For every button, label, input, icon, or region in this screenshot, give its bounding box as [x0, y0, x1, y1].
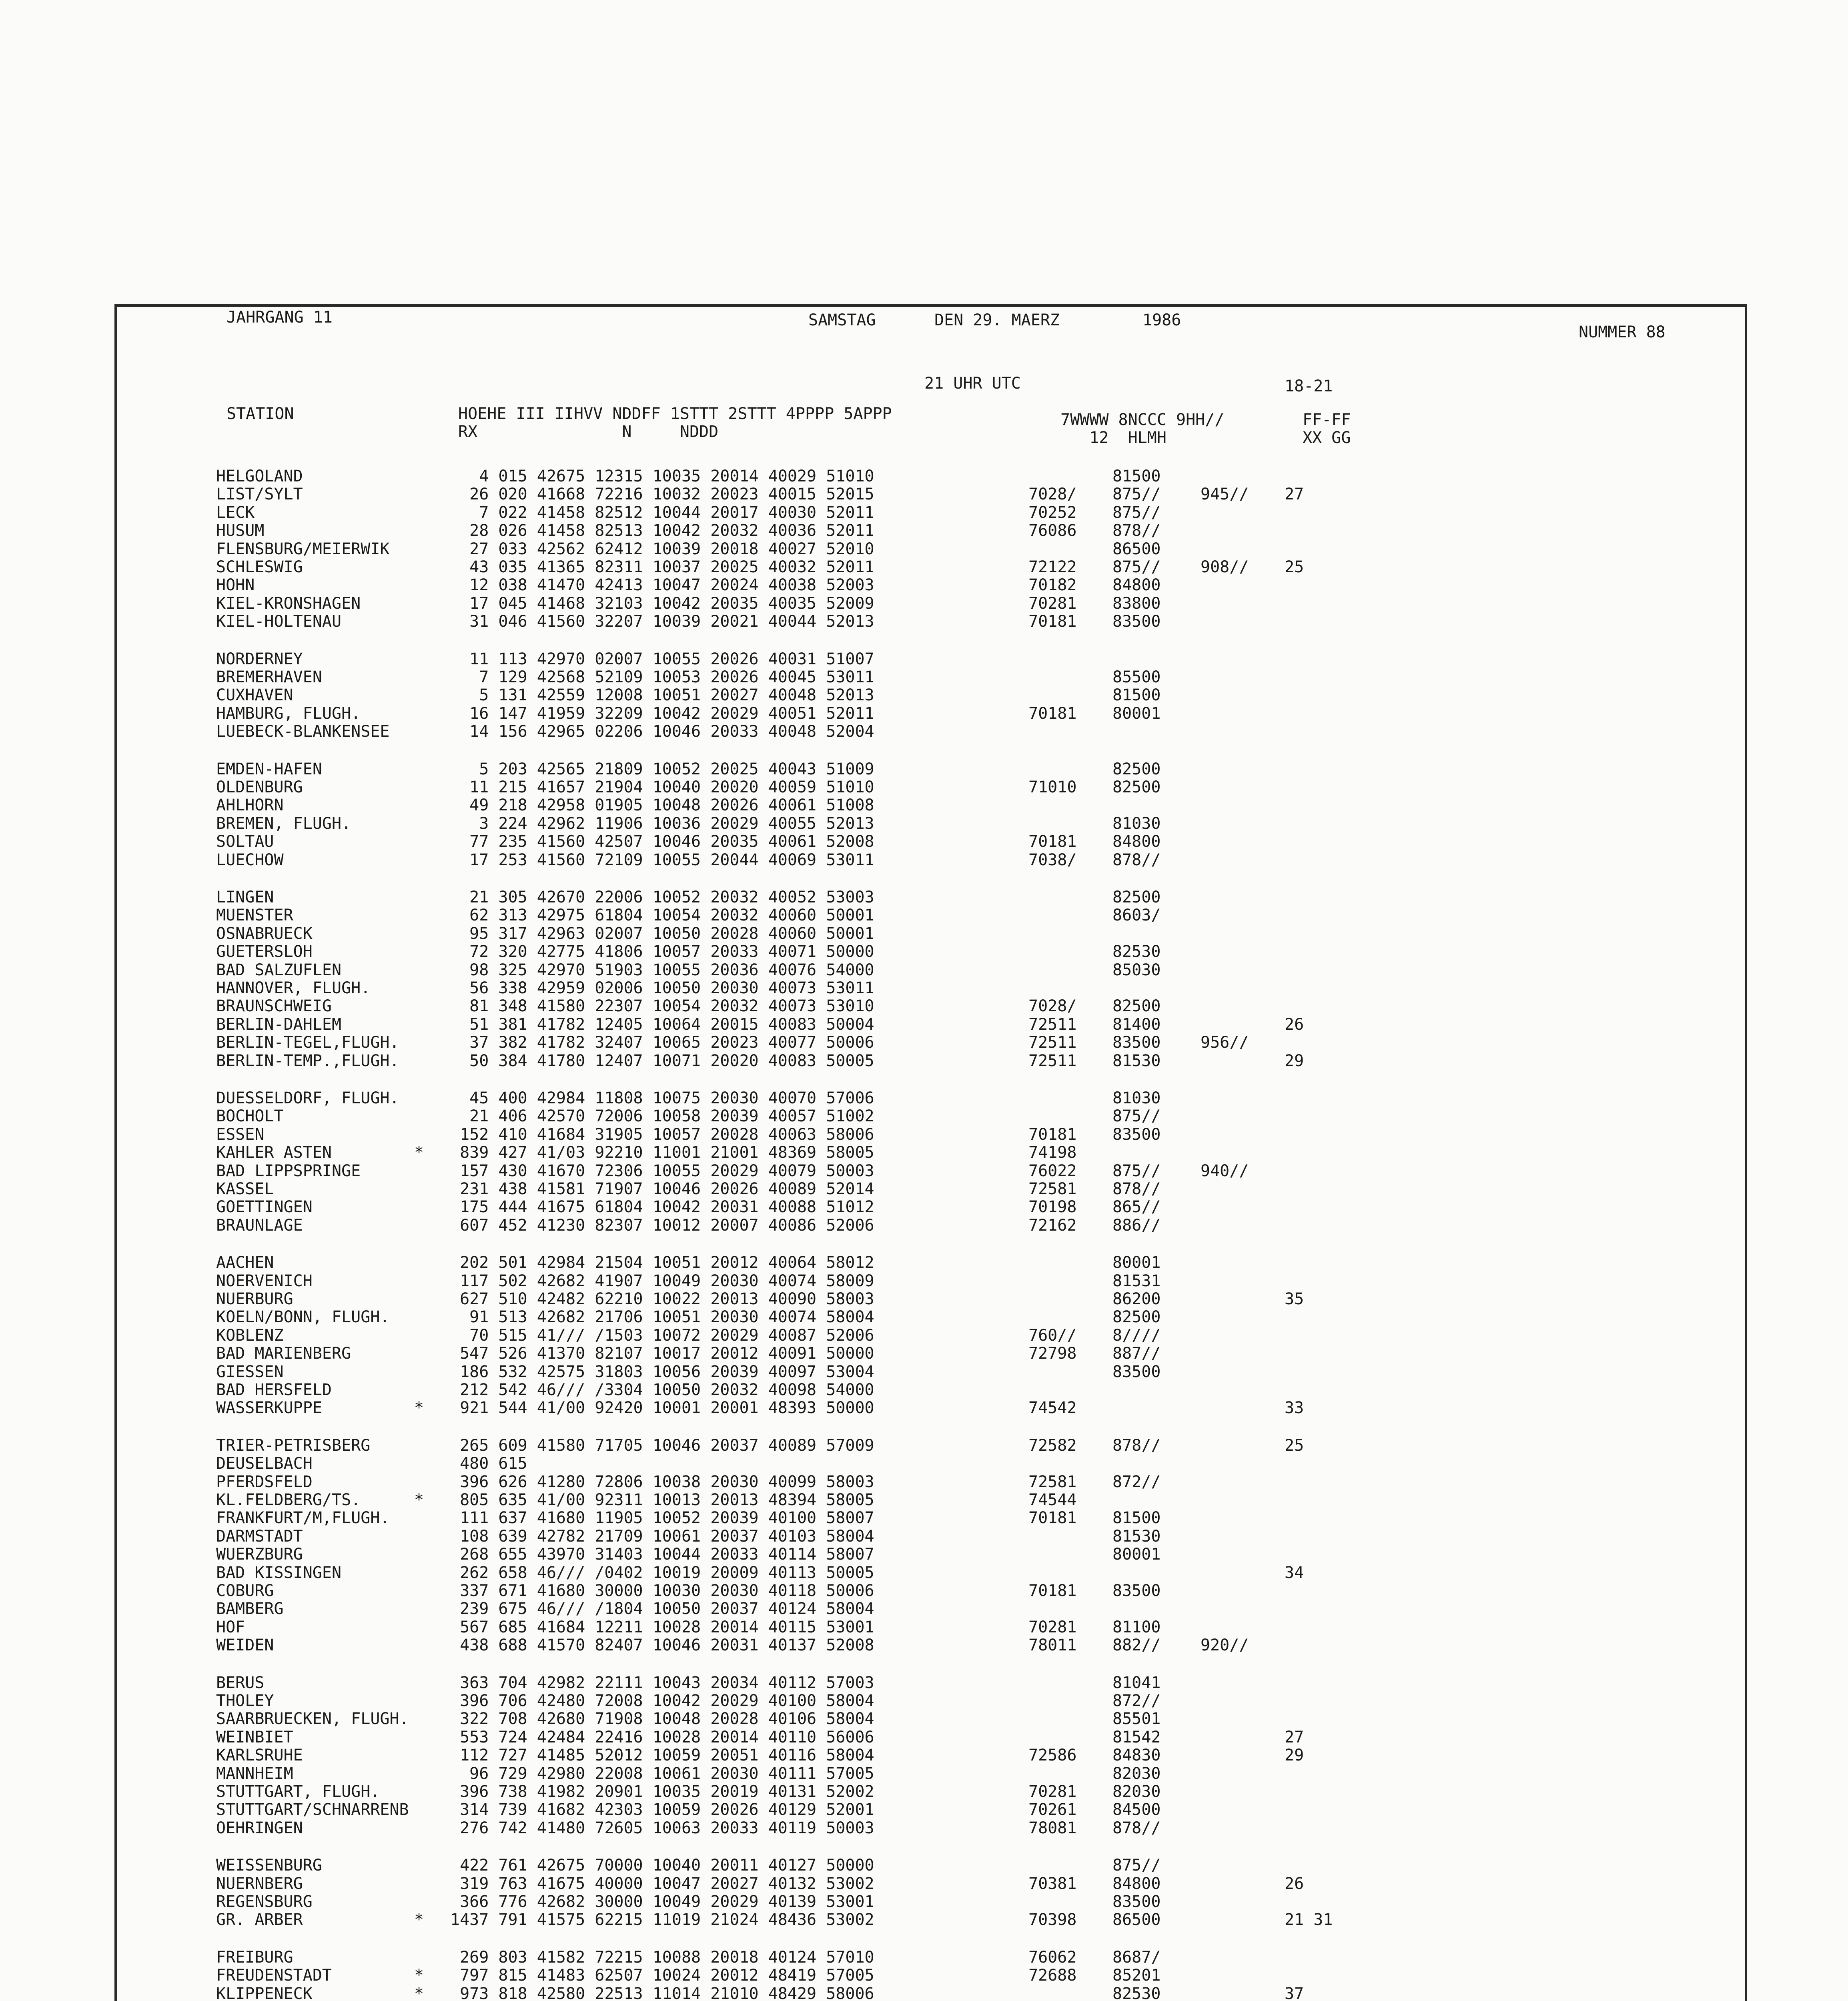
cloud-group: 83500 [1112, 1582, 1161, 1600]
cloud-group: 875// [1112, 485, 1161, 504]
ff-column-header-2: XX GG [1303, 429, 1351, 447]
mountain-station-marker: * [414, 1491, 424, 1509]
observation-groups: 797 815 41483 62507 10024 20012 48419 57005 [450, 1966, 874, 1985]
weather-group: 72688 [1028, 1966, 1077, 1985]
weather-group: 70381 [1028, 1874, 1077, 1893]
cloud-group: 81100 [1112, 1618, 1161, 1636]
ff-column-header-1: FF-FF [1303, 411, 1351, 429]
weather-group: 72586 [1028, 1746, 1077, 1765]
weather-group: 72511 [1028, 1015, 1077, 1034]
observation-groups: 14 156 42965 02206 10046 20033 40048 52004 [450, 722, 874, 741]
weather-group: 72511 [1028, 1033, 1077, 1052]
cloud-group: 8687/ [1112, 1948, 1161, 1967]
cloud-group: 84800 [1112, 1874, 1161, 1893]
cloud-group: 80001 [1112, 1253, 1161, 1272]
cloud-group: 82030 [1112, 1764, 1161, 1783]
weather-group: 70198 [1028, 1198, 1077, 1217]
cloud-group: 82030 [1112, 1782, 1161, 1801]
cloud-group: 878// [1112, 1436, 1161, 1455]
station-name: KARLSRUHE [216, 1746, 303, 1765]
observation-time: 21 UHR UTC [924, 374, 1021, 393]
cloud-group: 84800 [1112, 832, 1161, 851]
observation-groups: 37 382 41782 32407 10065 20023 40077 50006 [450, 1033, 874, 1052]
weather-group: 7028/ [1028, 997, 1077, 1016]
observation-groups: 3 224 42962 11906 10036 20029 40055 52013 [450, 814, 874, 833]
cloud-group: 875// [1112, 558, 1161, 576]
observation-groups: 265 609 41580 71705 10046 20037 40089 57009 [450, 1436, 874, 1455]
station-name: BAD SALZUFLEN [216, 960, 342, 979]
mountain-station-marker: * [414, 1143, 424, 1162]
station-name: MANNHEIM [216, 1764, 293, 1783]
cloud-group: 8603/ [1112, 906, 1161, 925]
observation-groups: 607 452 41230 82307 10012 20007 40086 52006 [450, 1216, 874, 1235]
observation-groups: 231 438 41581 71907 10046 20026 40089 52014 [450, 1180, 874, 1198]
station-name: HAMBURG, FLUGH. [216, 704, 361, 723]
observation-groups: 480 615 [450, 1454, 527, 1473]
observation-groups: 7 022 41458 82512 10044 20017 40030 52011 [450, 503, 874, 522]
cloud-group: 84830 [1112, 1746, 1161, 1765]
observation-groups: 366 776 42682 30000 10049 20029 40139 53001 [450, 1893, 874, 1911]
observation-groups: 567 685 41684 12211 10028 20014 40115 53001 [450, 1618, 874, 1636]
station-name: GUETERSLOH [216, 942, 313, 961]
observation-groups: 805 635 41/00 92311 10013 20013 48394 58005 [450, 1491, 874, 1509]
station-name: KOBLENZ [216, 1326, 284, 1345]
observation-groups: 1437 791 41575 62215 11019 21024 48436 53002 [450, 1911, 874, 1929]
observation-groups: 4 015 42675 12315 10035 20014 40029 51010 [450, 467, 874, 485]
observation-groups: 51 381 41782 12405 10064 20015 40083 50004 [450, 1015, 874, 1034]
cloud-group: 875// [1112, 1856, 1161, 1875]
cloud-group: 82500 [1112, 1308, 1161, 1327]
station-name: PFERDSFELD [216, 1472, 313, 1491]
observation-groups: 627 510 42482 62210 10022 20013 40090 58003 [450, 1290, 874, 1308]
cloud-group: 86200 [1112, 1290, 1161, 1308]
gust-group: 26 [1285, 1874, 1304, 1893]
station-name: BERLIN-TEGEL,FLUGH. [216, 1033, 399, 1052]
cloud-group: 81400 [1112, 1015, 1161, 1034]
station-name: DARMSTADT [216, 1527, 303, 1546]
station-name: BOCHOLT [216, 1107, 284, 1126]
observation-groups: 112 727 41485 52012 10059 20051 40116 58004 [450, 1746, 874, 1765]
observation-groups: 96 729 42980 22008 10061 20030 40111 57005 [450, 1764, 874, 1783]
observation-groups: 5 131 42559 12008 10051 20027 40048 52013 [450, 686, 874, 705]
observation-groups: 17 045 41468 32103 10042 20035 40035 52009 [450, 594, 874, 613]
cloud-group: 81030 [1112, 814, 1161, 833]
gust-group: 29 [1285, 1051, 1304, 1070]
gust-group: 21 31 [1285, 1911, 1333, 1929]
weather-group: 74542 [1028, 1399, 1077, 1418]
cloud-group: 85501 [1112, 1710, 1161, 1728]
weather-group: 72581 [1028, 1472, 1077, 1491]
cloud-group: 81500 [1112, 1509, 1161, 1528]
observation-groups: 262 658 46/// /0402 10019 20009 40113 50005 [450, 1563, 874, 1582]
weather-group: 72581 [1028, 1180, 1077, 1198]
gust-group: 27 [1285, 1728, 1304, 1746]
observation-groups: 396 738 41982 20901 10035 20019 40131 52002 [450, 1782, 874, 1801]
cloud-group: 81542 [1112, 1728, 1161, 1746]
gust-group: 35 [1285, 1290, 1304, 1308]
station-name: GIESSEN [216, 1362, 284, 1381]
gust-group: 33 [1285, 1399, 1304, 1418]
observation-groups: 152 410 41684 31905 10057 20028 40063 58006 [450, 1125, 874, 1144]
observation-groups: 98 325 42970 51903 10055 20036 40076 54000 [450, 960, 874, 979]
station-name: DUESSELDORF, FLUGH. [216, 1089, 399, 1107]
observation-groups: 239 675 46/// /1804 10050 20037 40124 58004 [450, 1600, 874, 1618]
observation-groups: 56 338 42959 02006 10050 20030 40073 53011 [450, 979, 874, 997]
station-name: NOERVENICH [216, 1271, 313, 1290]
gust-group: 37 [1285, 1984, 1304, 2001]
station-name: HELGOLAND [216, 467, 303, 485]
cloud-group: 80001 [1112, 704, 1161, 723]
weather-group: 76022 [1028, 1161, 1077, 1180]
station-name: REGENSBURG [216, 1893, 313, 1911]
cloud-group: 875// [1112, 503, 1161, 522]
observation-groups: 108 639 42782 21709 10061 20037 40103 58004 [450, 1527, 874, 1546]
station-name: GR. ARBER [216, 1911, 303, 1929]
station-name: BAMBERG [216, 1600, 284, 1618]
gust-group: 29 [1285, 1746, 1304, 1765]
observation-groups: 157 430 41670 72306 10055 20029 40079 50003 [450, 1161, 874, 1180]
observation-groups: 43 035 41365 82311 10037 20025 40032 52011 [450, 558, 874, 576]
extra-column-header-1: 7WWWW 8NCCC 9HH// [1060, 411, 1225, 429]
weather-group: 7028/ [1028, 485, 1077, 504]
cloud-group: 83500 [1112, 1362, 1161, 1381]
volume-label: JAHRGANG 11 [226, 308, 333, 327]
station-name: SCHLESWIG [216, 558, 303, 576]
mountain-station-marker: * [414, 1966, 424, 1985]
weather-group: 70182 [1028, 576, 1077, 595]
observation-groups: 26 020 41668 72216 10032 20023 40015 52015 [450, 485, 874, 504]
observation-groups: 17 253 41560 72109 10055 20044 40069 53011 [450, 850, 874, 869]
observation-groups: 212 542 46/// /3304 10050 20032 40098 54000 [450, 1381, 874, 1399]
cloud-group: 865// [1112, 1198, 1161, 1217]
station-name: BERLIN-DAHLEM [216, 1015, 342, 1034]
cloud-group: 81530 [1112, 1527, 1161, 1546]
cloud-group: 81530 [1112, 1051, 1161, 1070]
observation-groups: 49 218 42958 01905 10048 20026 40061 51008 [450, 796, 874, 815]
observation-groups: 7 129 42568 52109 10053 20026 40045 53011 [450, 668, 874, 686]
cloud-group: 86500 [1112, 539, 1161, 558]
cloud-group: 83800 [1112, 594, 1161, 613]
weather-group: 76086 [1028, 521, 1077, 540]
observation-groups: 21 406 42570 72006 10058 20039 40057 51002 [450, 1107, 874, 1126]
cloud-group: 82500 [1112, 778, 1161, 796]
cloud-group: 82500 [1112, 997, 1161, 1016]
weather-group: 70281 [1028, 1782, 1077, 1801]
station-name: STUTTGART/SCHNARRENB [216, 1800, 409, 1819]
station-name: BRAUNSCHWEIG [216, 997, 332, 1016]
observation-groups: 70 515 41/// /1503 10072 20029 40087 52006 [450, 1326, 874, 1345]
cloud-group: 878// [1112, 1819, 1161, 1837]
cloud-group: 875// [1112, 1161, 1161, 1180]
station-name: HANNOVER, FLUGH. [216, 979, 371, 997]
obs-column-header-1: HOEHE III IIHVV NDDFF 1STTT 2STTT 4PPPP 5APPP [458, 405, 892, 423]
station-name: NUERBURG [216, 1290, 293, 1308]
station-name: OLDENBURG [216, 778, 303, 796]
weather-group: 78081 [1028, 1819, 1077, 1837]
cloud-group: 85201 [1112, 1966, 1161, 1985]
observation-groups: 921 544 41/00 92420 10001 20001 48393 50000 [450, 1399, 874, 1418]
cloud-group: 82530 [1112, 1984, 1161, 2001]
observation-groups: 95 317 42963 02007 10050 20028 40060 50001 [450, 924, 874, 943]
station-name: BAD HERSFELD [216, 1381, 332, 1399]
weather-group: 76062 [1028, 1948, 1077, 1967]
gust-group: 25 [1285, 1436, 1304, 1455]
cloud-group: 81041 [1112, 1673, 1161, 1692]
station-name: COBURG [216, 1582, 274, 1600]
date-label: DEN 29. MAERZ [934, 311, 1060, 329]
observation-groups: 45 400 42984 11808 10075 20030 40070 57006 [450, 1089, 874, 1107]
observation-groups: 269 803 41582 72215 10088 20018 40124 57010 [450, 1948, 874, 1967]
weather-group: 70181 [1028, 612, 1077, 631]
observation-groups: 186 532 42575 31803 10056 20039 40097 53004 [450, 1362, 874, 1381]
cloud-group: 85500 [1112, 668, 1161, 686]
observation-groups: 268 655 43970 31403 10044 20033 40114 58007 [450, 1545, 874, 1564]
weather-group: 71010 [1028, 778, 1077, 796]
cloud-height-group: 940// [1201, 1161, 1249, 1180]
time-range: 18-21 [1285, 377, 1333, 395]
weather-group: 70181 [1028, 1125, 1077, 1144]
cloud-height-group: 920// [1201, 1636, 1249, 1655]
cloud-group: 886// [1112, 1216, 1161, 1235]
observation-groups: 12 038 41470 42413 10047 20024 40038 52003 [450, 576, 874, 595]
weather-group: 70181 [1028, 1582, 1077, 1600]
observation-groups: 11 113 42970 02007 10055 20026 40031 51007 [450, 650, 874, 668]
station-name: BAD LIPPSPRINGE [216, 1161, 361, 1180]
observation-groups: 314 739 41682 42303 10059 20026 40129 52001 [450, 1800, 874, 1819]
station-name: CUXHAVEN [216, 686, 293, 705]
observation-groups: 839 427 41/03 92210 11001 21001 48369 58005 [450, 1143, 874, 1162]
weather-group: 70261 [1028, 1800, 1077, 1819]
observation-groups: 72 320 42775 41806 10057 20033 40071 50000 [450, 942, 874, 961]
station-name: BRAUNLAGE [216, 1216, 303, 1235]
gust-group: 27 [1285, 485, 1304, 504]
cloud-group: 86500 [1112, 1911, 1161, 1929]
cloud-group: 872// [1112, 1692, 1161, 1710]
observation-groups: 973 818 42580 22513 11014 21010 48429 58006 [450, 1984, 874, 2001]
cloud-group: 81500 [1112, 686, 1161, 705]
observation-groups: 111 637 41680 11905 10052 20039 40100 58007 [450, 1509, 874, 1528]
station-name: KLIPPENECK [216, 1984, 313, 2001]
cloud-height-group: 908// [1201, 558, 1249, 576]
observation-groups: 77 235 41560 42507 10046 20035 40061 52008 [450, 832, 874, 851]
station-name: GOETTINGEN [216, 1198, 313, 1217]
station-name: TRIER-PETRISBERG [216, 1436, 371, 1455]
observation-groups: 396 706 42480 72008 10042 20029 40100 58004 [450, 1692, 874, 1710]
station-name: NORDERNEY [216, 650, 303, 668]
station-name: NUERNBERG [216, 1874, 303, 1893]
station-name: STUTTGART, FLUGH. [216, 1782, 380, 1801]
mountain-station-marker: * [414, 1399, 424, 1418]
gust-group: 26 [1285, 1015, 1304, 1034]
station-name: LUECHOW [216, 850, 284, 869]
cloud-group: 878// [1112, 850, 1161, 869]
weather-group: 78011 [1028, 1636, 1077, 1655]
gust-group: 25 [1285, 558, 1304, 576]
station-name: KASSEL [216, 1180, 274, 1198]
cloud-group: 872// [1112, 1472, 1161, 1491]
observation-groups: 5 203 42565 21809 10052 20025 40043 51009 [450, 760, 874, 778]
station-name: OEHRINGEN [216, 1819, 303, 1837]
station-name: FREIBURG [216, 1948, 293, 1967]
weather-group: 72122 [1028, 558, 1077, 576]
observation-groups: 91 513 42682 21706 10051 20030 40074 58004 [450, 1308, 874, 1327]
observation-groups: 553 724 42484 22416 10028 20014 40110 56006 [450, 1728, 874, 1746]
weather-group: 70281 [1028, 1618, 1077, 1636]
station-name: SAARBRUECKEN, FLUGH. [216, 1710, 409, 1728]
weather-group: 70398 [1028, 1911, 1077, 1929]
observation-groups: 396 626 41280 72806 10038 20030 40099 58003 [450, 1472, 874, 1491]
station-name: BREMERHAVEN [216, 668, 322, 686]
observation-groups: 117 502 42682 41907 10049 20030 40074 58009 [450, 1271, 874, 1290]
obs-column-header-2: RX N NDDD [458, 423, 719, 441]
station-name: KL.FELDBERG/TS. [216, 1491, 361, 1509]
station-name: HOF [216, 1618, 245, 1636]
weather-group: 70181 [1028, 1509, 1077, 1528]
station-name: LIST/SYLT [216, 485, 303, 504]
cloud-group: 83500 [1112, 1033, 1161, 1052]
mountain-station-marker: * [414, 1911, 424, 1929]
cloud-group: 83500 [1112, 612, 1161, 631]
cloud-group: 882// [1112, 1636, 1161, 1655]
observation-groups: 337 671 41680 30000 10030 20030 40118 50006 [450, 1582, 874, 1600]
station-name: SOLTAU [216, 832, 274, 851]
station-column-header: STATION [226, 405, 294, 423]
station-name: AACHEN [216, 1253, 274, 1272]
station-name: KAHLER ASTEN [216, 1143, 332, 1162]
cloud-group: 85030 [1112, 960, 1161, 979]
station-name: OSNABRUECK [216, 924, 313, 943]
observation-groups: 276 742 41480 72605 10063 20033 40119 50003 [450, 1819, 874, 1837]
cloud-group: 8//// [1112, 1326, 1161, 1345]
cloud-group: 83500 [1112, 1893, 1161, 1911]
station-name: AHLHORN [216, 796, 284, 815]
station-name: HOHN [216, 576, 255, 595]
station-name: MUENSTER [216, 906, 293, 925]
weather-group: 70181 [1028, 832, 1077, 851]
station-name: EMDEN-HAFEN [216, 760, 322, 778]
weather-group: 72582 [1028, 1436, 1077, 1455]
weather-group: 72162 [1028, 1216, 1077, 1235]
weekday-label: SAMSTAG [808, 311, 876, 329]
cloud-group: 81531 [1112, 1271, 1161, 1290]
station-name: LINGEN [216, 888, 274, 906]
station-name: LECK [216, 503, 255, 522]
observation-groups: 62 313 42975 61804 10054 20032 40060 50001 [450, 906, 874, 925]
cloud-group: 82500 [1112, 888, 1161, 906]
weather-group: 760// [1028, 1326, 1077, 1345]
station-name: BERLIN-TEMP.,FLUGH. [216, 1051, 399, 1070]
observation-groups: 202 501 42984 21504 10051 20012 40064 58012 [450, 1253, 874, 1272]
station-name: BAD MARIENBERG [216, 1344, 351, 1363]
station-name: KIEL-HOLTENAU [216, 612, 342, 631]
cloud-height-group: 956// [1201, 1033, 1249, 1052]
observation-groups: 363 704 42982 22111 10043 20034 40112 57003 [450, 1673, 874, 1692]
observation-groups: 547 526 41370 82107 10017 20012 40091 50000 [450, 1344, 874, 1363]
extra-column-header-2: 12 HLMH [1060, 429, 1167, 447]
mountain-station-marker: * [414, 1984, 424, 2001]
station-name: HUSUM [216, 521, 265, 540]
station-name: FREUDENSTADT [216, 1966, 332, 1985]
station-name: WEISSENBURG [216, 1856, 322, 1875]
cloud-group: 878// [1112, 521, 1161, 540]
station-name: FLENSBURG/MEIERWIK [216, 539, 390, 558]
weather-group: 70252 [1028, 503, 1077, 522]
observation-groups: 322 708 42680 71908 10048 20028 40106 58004 [450, 1710, 874, 1728]
station-name: WEIDEN [216, 1636, 274, 1655]
observation-groups: 319 763 41675 40000 10047 20027 40132 53002 [450, 1874, 874, 1893]
cloud-height-group: 945// [1201, 485, 1249, 504]
issue-number: NUMMER 88 [1579, 323, 1666, 341]
weather-group: 72511 [1028, 1051, 1077, 1070]
cloud-group: 878// [1112, 1180, 1161, 1198]
observation-groups: 31 046 41560 32207 10039 20021 40044 52013 [450, 612, 874, 631]
cloud-group: 84800 [1112, 576, 1161, 595]
observation-groups: 81 348 41580 22307 10054 20032 40073 53010 [450, 997, 874, 1016]
cloud-group: 81500 [1112, 467, 1161, 485]
year-label: 1986 [1142, 311, 1181, 329]
observation-groups: 175 444 41675 61804 10042 20031 40088 51012 [450, 1198, 874, 1217]
station-name: BAD KISSINGEN [216, 1563, 342, 1582]
station-name: KIEL-KRONSHAGEN [216, 594, 361, 613]
station-name: BREMEN, FLUGH. [216, 814, 351, 833]
observation-groups: 11 215 41657 21904 10040 20020 40059 51010 [450, 778, 874, 796]
observation-groups: 21 305 42670 22006 10052 20032 40052 53003 [450, 888, 874, 906]
station-name: LUEBECK-BLANKENSEE [216, 722, 390, 741]
station-name: WASSERKUPPE [216, 1399, 322, 1418]
cloud-group: 887// [1112, 1344, 1161, 1363]
observation-groups: 16 147 41959 32209 10042 20029 40051 52011 [450, 704, 874, 723]
station-name: DEUSELBACH [216, 1454, 313, 1473]
observation-groups: 27 033 42562 62412 10039 20018 40027 52010 [450, 539, 874, 558]
weather-group: 70181 [1028, 704, 1077, 723]
weather-group: 74544 [1028, 1491, 1077, 1509]
cloud-group: 82530 [1112, 942, 1161, 961]
weather-group: 7038/ [1028, 850, 1077, 869]
observation-groups: 422 761 42675 70000 10040 20011 40127 50000 [450, 1856, 874, 1875]
weather-group: 72798 [1028, 1344, 1077, 1363]
observation-groups: 50 384 41780 12407 10071 20020 40083 50005 [450, 1051, 874, 1070]
cloud-group: 81030 [1112, 1089, 1161, 1107]
station-name: BERUS [216, 1673, 265, 1692]
cloud-group: 875// [1112, 1107, 1161, 1126]
station-name: WUERZBURG [216, 1545, 303, 1564]
cloud-group: 84500 [1112, 1800, 1161, 1819]
station-name: FRANKFURT/M,FLUGH. [216, 1509, 390, 1528]
station-name: KOELN/BONN, FLUGH. [216, 1308, 390, 1327]
weather-group: 70281 [1028, 594, 1077, 613]
station-name: ESSEN [216, 1125, 265, 1144]
weather-group: 74198 [1028, 1143, 1077, 1162]
station-name: WEINBIET [216, 1728, 293, 1746]
gust-group: 34 [1285, 1563, 1304, 1582]
cloud-group: 83500 [1112, 1125, 1161, 1144]
observation-groups: 438 688 41570 82407 10046 20031 40137 52008 [450, 1636, 874, 1655]
cloud-group: 82500 [1112, 760, 1161, 778]
station-name: THOLEY [216, 1692, 274, 1710]
cloud-group: 80001 [1112, 1545, 1161, 1564]
observation-groups: 28 026 41458 82513 10042 20032 40036 52011 [450, 521, 874, 540]
